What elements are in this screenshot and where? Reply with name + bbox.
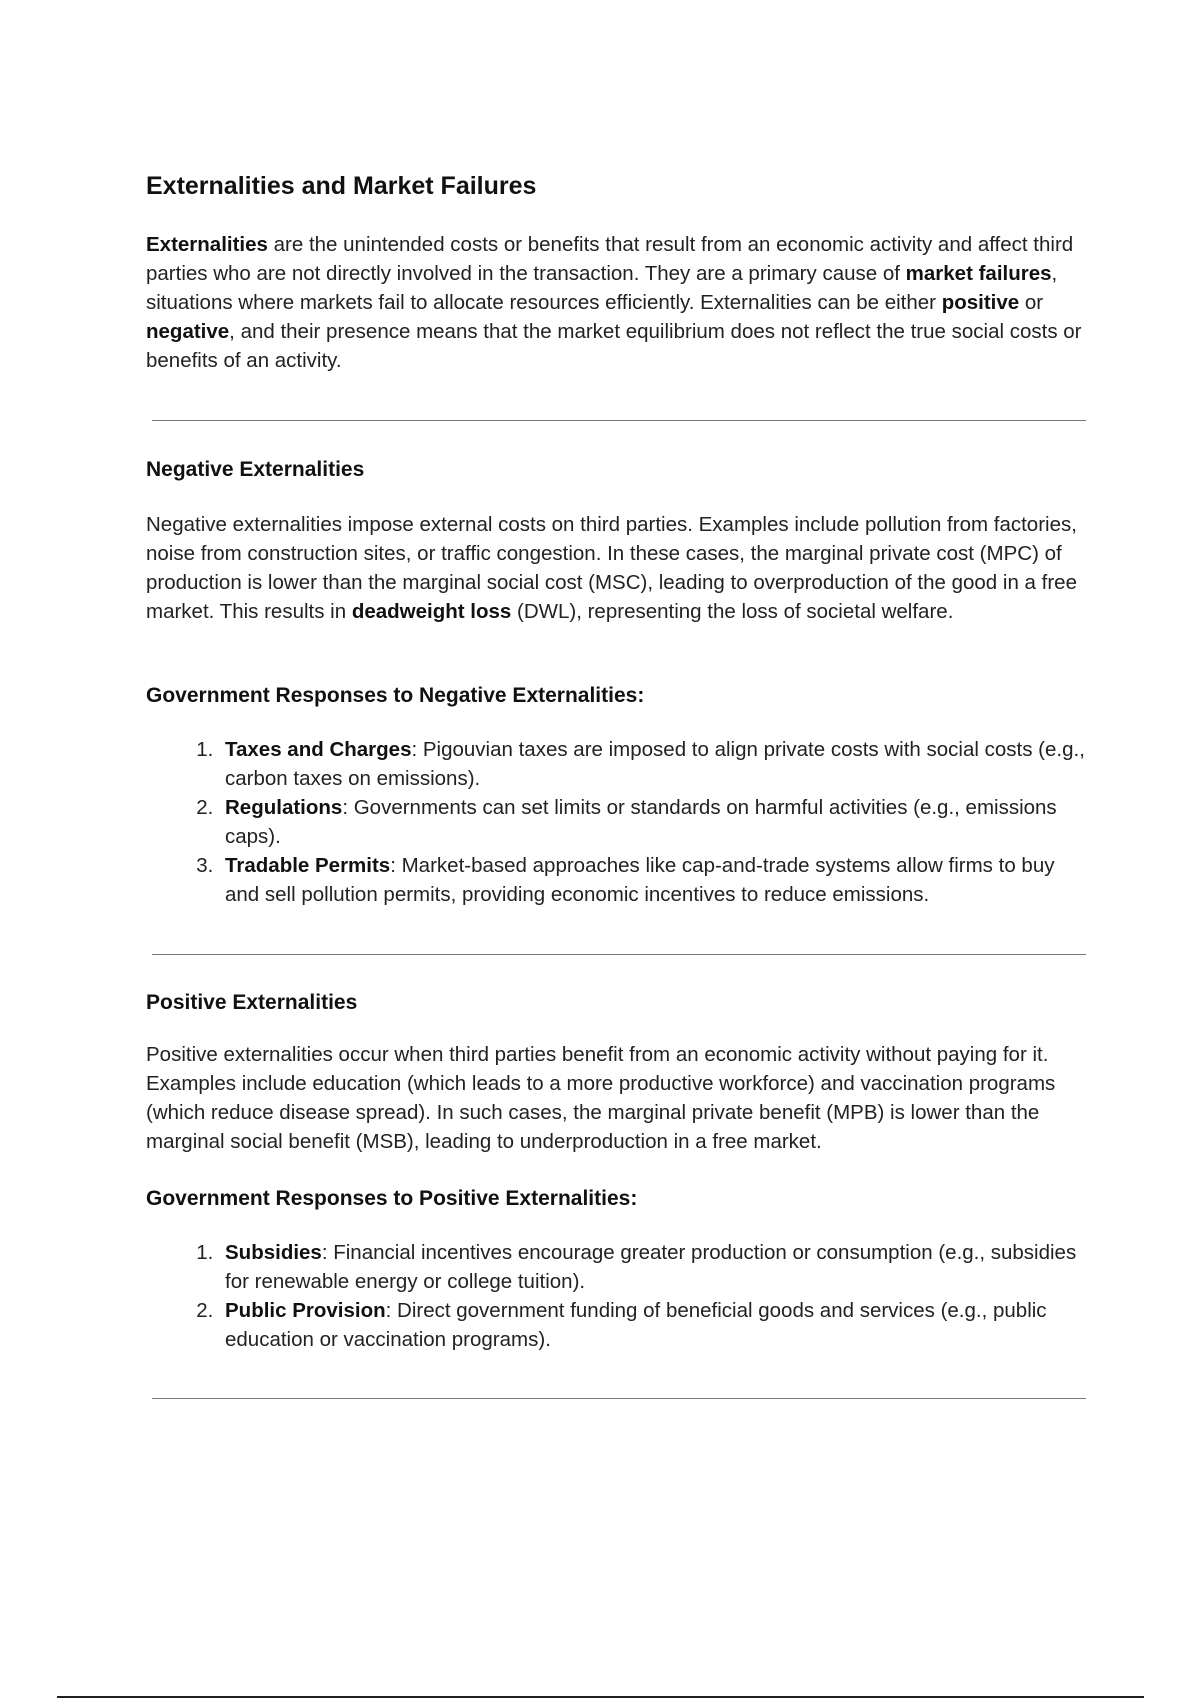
positive-section xyxy=(146,991,1086,1015)
intro-term-market-failures: market failures xyxy=(905,262,1052,285)
intro-term-positive: positive xyxy=(941,291,1020,314)
negative-heading: Negative Externalities xyxy=(146,458,365,481)
list-item: 2. Regulations: Governments can set limits or standards on harmful activities (e.g., emissions caps). xyxy=(219,793,1086,851)
list-item: 2. Public Provision: Direct government funding of beneficial goods and services (e.g., public education or vaccination programs). xyxy=(219,1296,1086,1354)
positive-responses-heading: Government Responses to Positive Externalities: xyxy=(146,1187,638,1210)
document-title: Externalities and Market Failures xyxy=(146,172,537,200)
list-item: 1. Taxes and Charges: Pigouvian taxes are imposed to align private costs with social costs (e.g., carbon taxes on emissions). xyxy=(219,735,1086,793)
intro-term-externalities: Externalities xyxy=(146,233,268,256)
intro-paragraph: Externalities are the unintended costs or benefits that result from an economic activity and affect third parties who are not directly involved in the transaction. They are a primary cause of market failures, situations where markets fail to allocate resources efficiently. Externalities can be either positive or negative, and their presence means that the market equilibrium does not reflect the true social costs or benefits of an activity. xyxy=(146,233,1082,372)
negative-paragraph: Negative externalities impose external costs on third parties. Examples include pollution from factories, noise from construction sites, or traffic congestion. In these cases, the marginal private cost (MPC) of production is lower than the marginal social cost (MSC), leading to overproduction of the good in a free market. This results in deadweight loss (DWL), representing the loss of societal welfare. xyxy=(146,513,1077,623)
positive-heading: Positive Externalities xyxy=(146,991,358,1014)
negative-section xyxy=(146,458,1086,482)
intro-term-negative: negative xyxy=(146,320,230,343)
section-divider xyxy=(152,954,1086,955)
negative-responses-heading-block xyxy=(146,684,1086,708)
term-deadweight-loss: deadweight loss xyxy=(351,600,512,623)
negative-responses-list xyxy=(146,735,1086,909)
positive-paragraph: Positive externalities occur when third parties benefit from an economic activity without paying for it. Examples include education (which leads to a more productive workforce) and vaccination programs (which reduce disease spread). In such cases, the marginal private benefit (MPB) is lower than the marginal social benefit (MSB), leading to underproduction in a free market. xyxy=(146,1043,1056,1153)
positive-responses-list xyxy=(146,1238,1086,1354)
page-bottom-border xyxy=(57,1696,1144,1698)
section-divider xyxy=(152,420,1086,421)
section-divider xyxy=(152,1398,1086,1399)
list-item: 1. Subsidies: Financial incentives encourage greater production or consumption (e.g., subsidies for renewable energy or college tuition). xyxy=(219,1238,1086,1296)
list-item: 3. Tradable Permits: Market-based approaches like cap-and-trade systems allow firms to buy and sell pollution permits, providing economic incentives to reduce emissions. xyxy=(219,851,1086,909)
positive-responses-heading-block xyxy=(146,1187,1086,1211)
negative-responses-heading: Government Responses to Negative Externalities: xyxy=(146,684,645,707)
